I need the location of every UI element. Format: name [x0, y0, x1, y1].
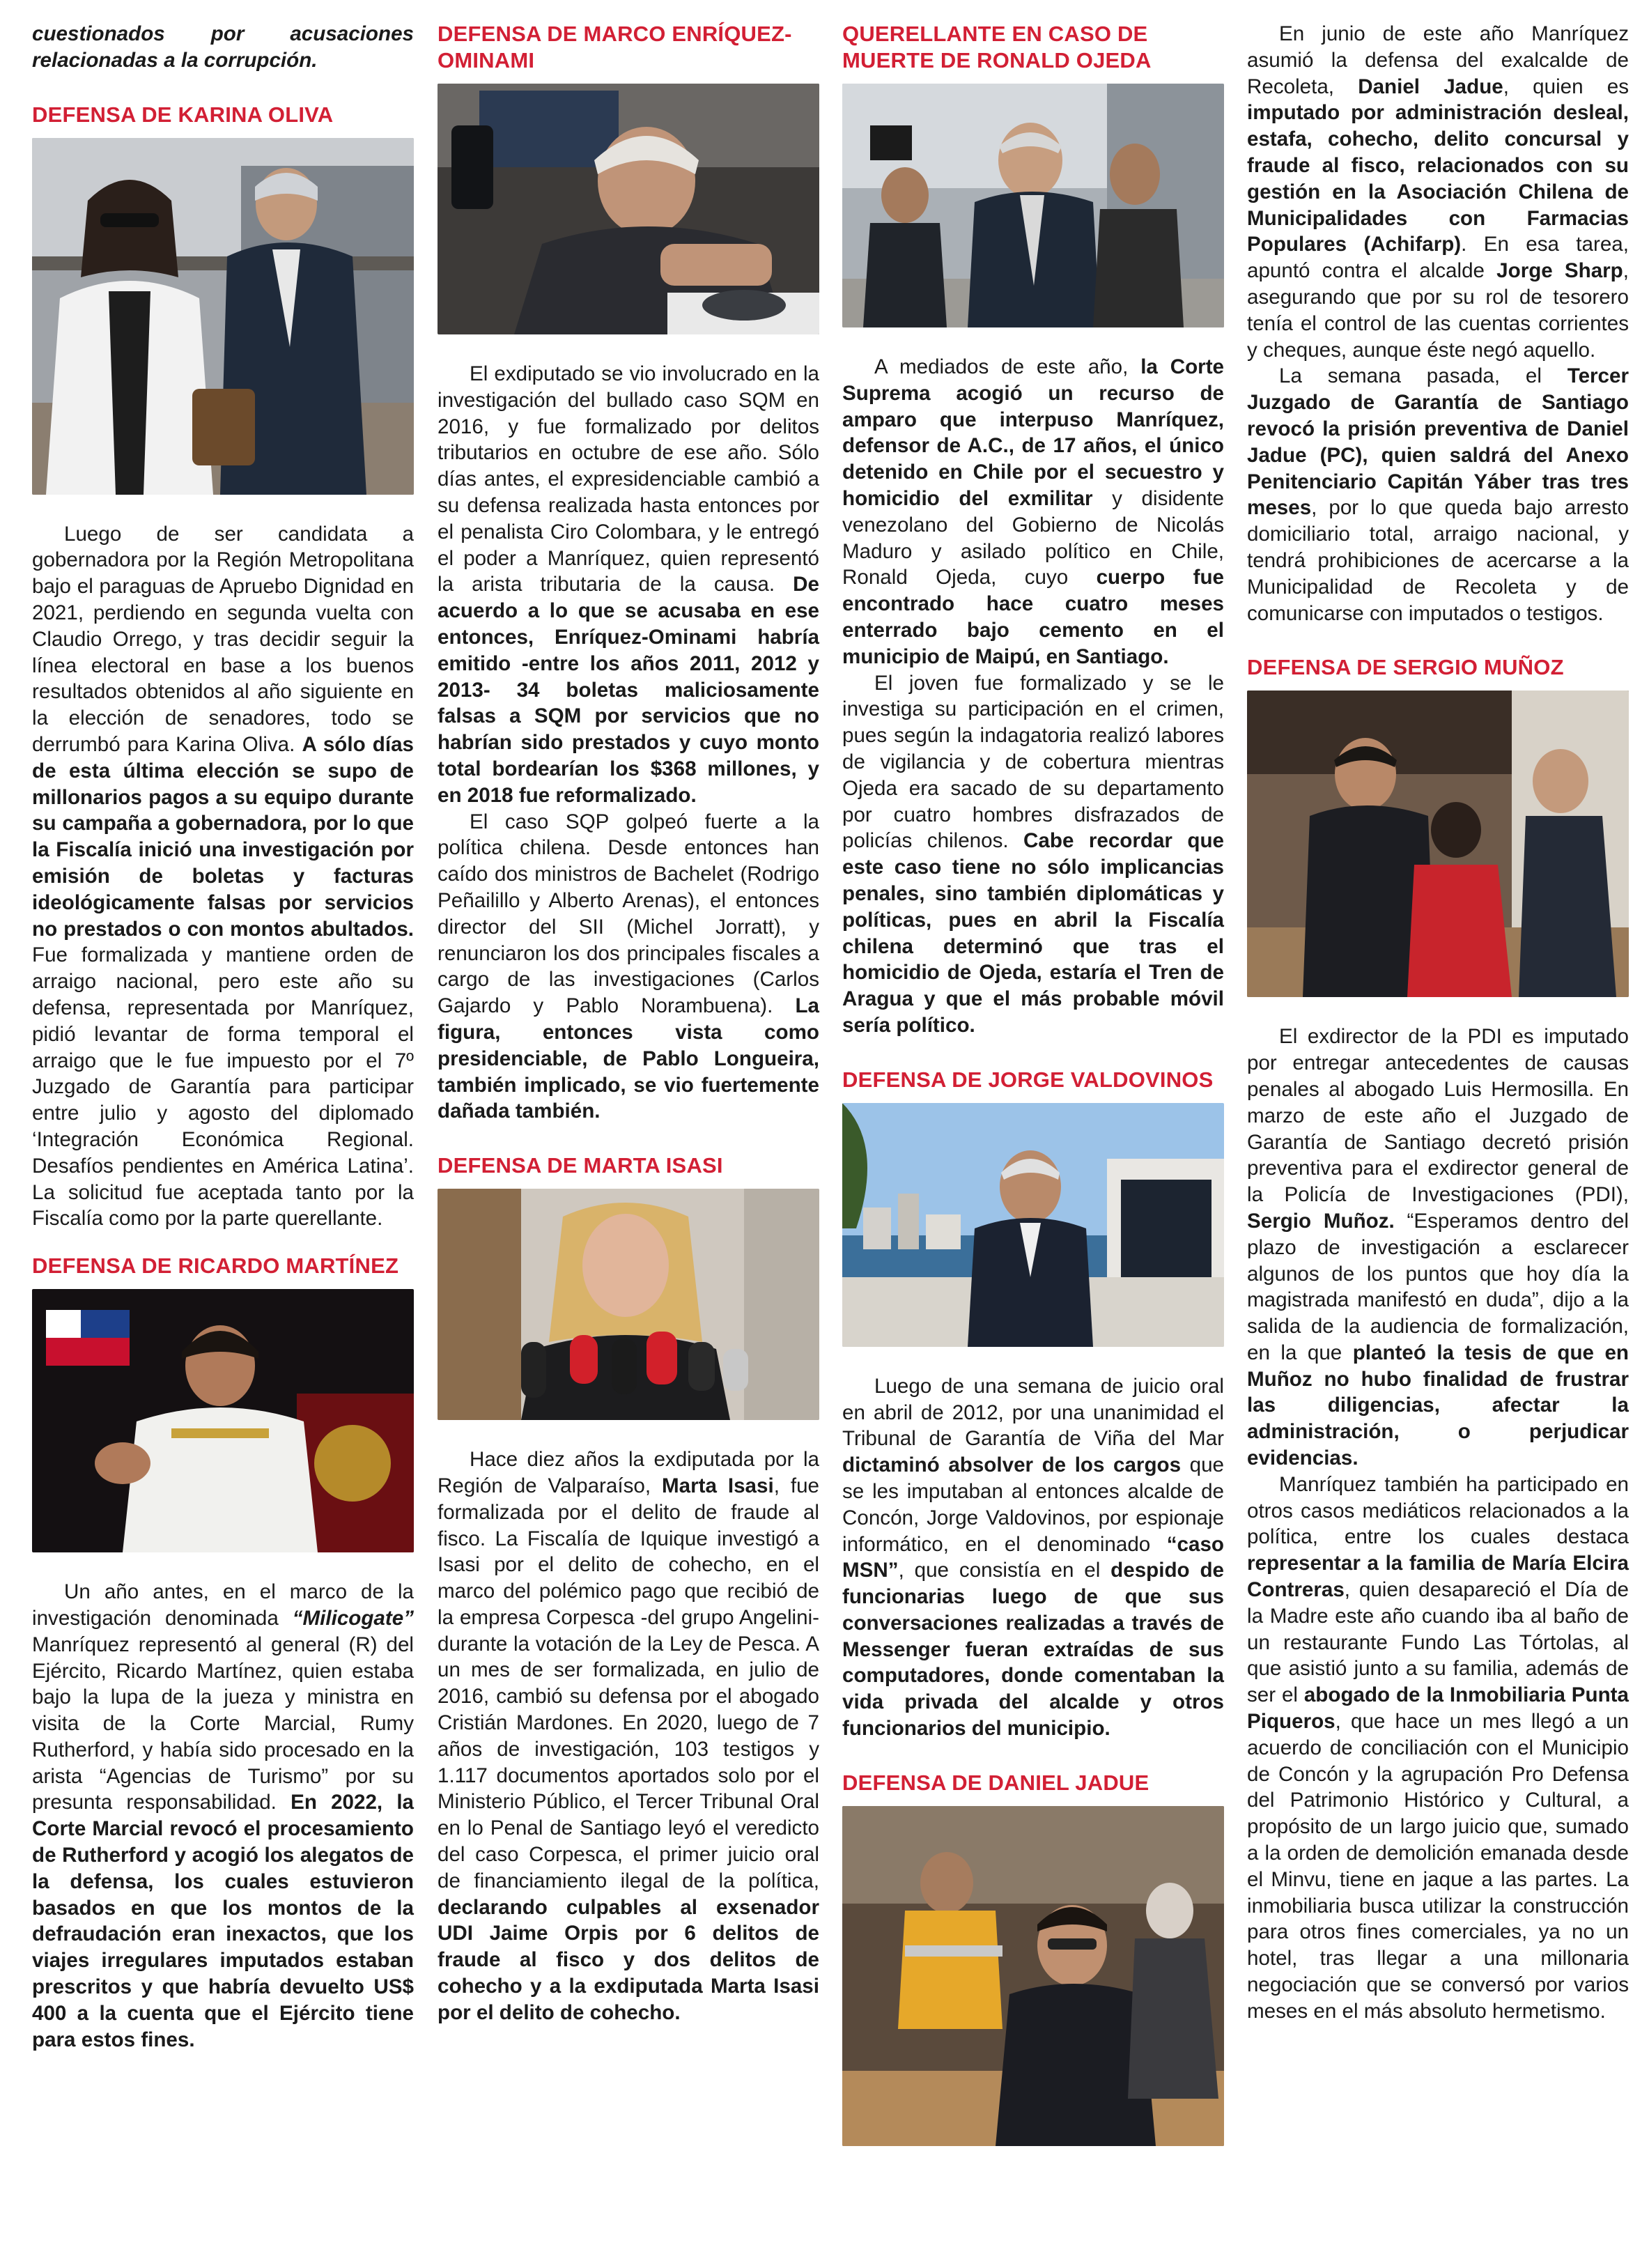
intro-text: cuestionados por acusaciones relacionadas a la corrupción.: [32, 22, 414, 72]
heading-sergio-munoz: DEFENSA DE SERGIO MUÑOZ: [1247, 655, 1564, 680]
photo-sergio-munoz: [1247, 691, 1629, 997]
marco-paragraph-1: El exdiputado se vio involucrado en la investigación del bullado caso SQM en 2016, y fue formalizado por delitos tributarios en octubre de ese año. Sólo días antes, el expresidenciable cambió a su defensa realizada hasta entonces por el penalista Ciro Colombara, y le entregó el poder a Manríquez, quien representó la arista tributaria de la causa. De acuerdo a lo que se acusaba en ese entonces, Enríquez-Ominami habría emitido -entre los años 2011, 2012 y 2013- 34 boletas maliciosamente falsas a SQM por servicios que no habrían sido prestados y cuyo monto total bordearían los $368 millones, y en 2018 fue reformalizado.: [438, 362, 819, 807]
jadue-paragraph-1: En junio de este año Manríquez asumió la defensa del exalcalde de Recoleta, Daniel Jadue, quien es imputado por administración desleal, estafa, cohecho, delito concursal y fraude al fisco, relacionados con su gestión en la Asociación Chilena de Municipalidades con Farmacias Populares (Achifarp). En esa tarea, apuntó contra el alcalde Jorge Sharp, asegurando que por su rol de tesorero tenía el control de las cuentas corrientes y cheques, aunque éste negó aquello.: [1247, 22, 1629, 362]
column-2: [438, 21, 819, 2026]
heading-daniel-jadue: DEFENSA DE DANIEL JADUE: [842, 1770, 1149, 1795]
heading-jorge-valdovinos: DEFENSA DE JORGE VALDOVINOS: [842, 1067, 1214, 1092]
column-4: [1247, 21, 1629, 2025]
jadue-paragraph-2: La semana pasada, el Tercer Juzgado de Garantía de Santiago revocó la prisión preventiva de Daniel Jadue (PC), quien saldrá del Anexo Penitenciario Capitán Yáber tras tres meses, por lo que queda bajo arresto domiciliario total, arraigo nacional, y tendrá prohibiciones de acercarse a la Municipalidad de Recoleta y de comunicarse con imputados o testigos.: [1247, 364, 1629, 625]
heading-marco-enriquez-ominami: DEFENSA DE MARCO ENRÍQUEZ-OMINAMI: [438, 22, 792, 72]
sergio-paragraph-2: Manríquez también ha participado en otros casos mediáticos relacionados a la política, entre los cuales destaca representar a la familia de María Elcira Contreras, quien desapareció el Día de la Madre este año cuando iba al baño de un restaurante Fundo Las Tórtolas, al que asistió junto a su familia, además de ser el abogado de la Inmobiliaria Punta Piqueros, que hace un mes llegó a un acuerdo de conciliación con el Municipio de Concón y la agrupación Pro Defensa del Patrimonio Histórico y Cultural, a propósito de un largo juicio que, sumado a la orden de demolición emanada desde el Minvu, tiene en jaque a las partes. La inmobiliaria busca utilizar la construcción para otros fines comerciales, ya no un hotel, tras llegar a una millonaria negociación que se conversó por varios meses en el más absoluto hermetismo.: [1247, 1472, 1629, 2023]
photo-ronald-ojeda: [842, 84, 1224, 327]
ricardo-paragraph: Un año antes, en el marco de la investigación denominada “Milicogate” Manríquez representó al general (R) del Ejército, Ricardo Martínez, quien estaba bajo la lupa de la jueza y ministra en visita de la Corte Marcial, Rumy Rutherford, y había sido procesado en la arista “Agencias de Turismo” por su presunta responsabilidad. En 2022, la Corte Marcial revocó el procesamiento de Rutherford y acogió los alegatos de la defensa, los cuales estuvieron basados en que los montos de la defraudación eran inexactos, que los viajes irregulares imputados estaban prescritos y que habría devuelto US$ 400 a la cuenta que el Ejército tiene para estos fines.: [32, 1580, 415, 2051]
heading-karina-oliva: DEFENSA DE KARINA OLIVA: [32, 102, 334, 127]
photo-daniel-jadue: [842, 1806, 1224, 2146]
photo-marta-isasi: [438, 1189, 819, 1420]
photo-ricardo-martinez: [32, 1289, 414, 1552]
sergio-paragraph-1: El exdirector de la PDI es imputado por entregar antecedentes de causas penales al abogado Luis Hermosilla. En marzo de este año el Juzgado de Garantía de Santiago decretó prisión preventiva para el exdirector general de la Policía de Investigaciones (PDI), Sergio Muñoz. “Esperamos dentro del plazo de investigación a esclarecer algunos de los puntos que hoy día la magistrada manifestó en duda”, dijo a la salida de la audiencia de formalización, en la que planteó la tesis de que en Muñoz no hubo finalidad de frustrar las diligencias, afectar la administración, o perjudicar evidencias.: [1247, 1025, 1629, 1470]
column-1: [32, 21, 414, 2053]
photo-karina-oliva: [32, 138, 414, 495]
ojeda-paragraph-1: A mediados de este año, la Corte Suprema acogió un recurso de amparo que interpuso Manríquez, defensor de A.C., de 17 años, el único detenido en Chile por el secuestro y homicidio del exmilitar y disidente venezolano del Gobierno de Nicolás Maduro y asilado político en Chile, Ronald Ojeda, cuyo cuerpo fue encontrado hace cuatro meses enterrado bajo cemento en el municipio de Maipú, en Santiago.: [842, 355, 1225, 668]
column-3: [842, 21, 1224, 2146]
karina-paragraph: Luego de ser candidata a gobernadora por la Región Metropolitana bajo el paraguas de Apruebo Dignidad en 2021, perdiendo en segunda vuelta con Claudio Orrego, y tras decidir seguir la línea electoral en base a los buenos resultados obtenidos al año siguiente en la elección de senadores, todo se derrumbó para Karina Oliva. A sólo días de esta última elección se supo de millonarios pagos a su equipo durante su campaña a gobernadora, por lo que la Fiscalía inició una investigación por emisión de boletas y facturas ideológicamente falsas por servicios no prestados o con montos abultados. Fue formalizada y mantiene orden de arraigo nacional, pero este año su defensa, representada por Manríquez, pidió levantar de forma temporal el arraigo que le fue impuesto por el 7º Juzgado de Garantía para participar entre julio y agosto del diplomado ‘Integración Económica Regional. Desafíos pendientes en América Latina’. La solicitud fue aceptada tanto por la Fiscalía como por la parte querellante.: [32, 522, 414, 1231]
heading-marta-isasi: DEFENSA DE MARTA ISASI: [438, 1153, 723, 1178]
ojeda-paragraph-2: El joven fue formalizado y se le investiga su participación en el crimen, pues según la indagatoria realizó labores de vigilancia y de cobertura mientras Ojeda era sacado de su departamento por cuatro hombres disfrazados de policías chilenos. Cabe recordar que este caso tiene no sólo implicancias penales, sino también diplomáticas y políticas, pues en abril la Fiscalía chilena determinó que tras el homicidio de Ojeda, estaría el Tren de Aragua y que el más probable móvil sería político.: [842, 671, 1224, 1037]
photo-marco-enriquez-ominami: [438, 84, 819, 334]
marta-paragraph: Hace diez años la exdiputada por la Región de Valparaíso, Marta Isasi, fue formalizada por el delito de fraude al fisco. La Fiscalía de Iquique investigó a Isasi por el delito de cohecho, en el marco del polémico pago que recibió de la empresa Corpesca -del grupo Angelini- durante la votación de la Ley de Pesca. A un mes de ser formalizada, en julio de 2016, cambió su defensa por el abogado Cristián Mardones. En 2020, luego de 7 años de investigación, 103 testigos y 1.117 documentos aportados solo por el Ministerio Público, el Tercer Tribunal Oral en lo Penal de Santiago leyó el veredicto del caso Corpesca, el primer juicio oral de financiamiento ilegal de la política, declarando culpables al exsenador UDI Jaime Orpis por 6 delitos de fraude al fisco y dos delitos de cohecho y a la exdiputada Marta Isasi por el delito de cohecho.: [438, 1448, 819, 2024]
photo-jorge-valdovinos: [842, 1103, 1224, 1347]
marco-paragraph-2: El caso SQP golpeó fuerte a la política chilena. Desde entonces han caído dos ministros de Bachelet (Rodrigo Peñailillo y Alberto Arenas), el entonces director del SII (Michel Jorratt), y renunciaron los dos principales fiscales a cargo de las investigaciones (Carlos Gajardo y Pablo Norambuena). La figura, entonces vista como presidenciable, de Pablo Longueira, también implicado, se vio fuertemente dañada también.: [438, 810, 819, 1123]
heading-ronald-ojeda: QUERELLANTE EN CASO DE MUERTE DE RONALD OJEDA: [842, 22, 1152, 72]
heading-ricardo-martinez: DEFENSA DE RICARDO MARTÍNEZ: [32, 1253, 399, 1279]
jorge-paragraph: Luego de una semana de juicio oral en abril de 2012, por una unanimidad el Tribunal de Garantía de Viña del Mar dictaminó absolver de los cargos que se les imputaban al entonces alcalde de Concón, Jorge Valdovinos, por espionaje informático, en el denominado “caso MSN”, que consistía en el despido de funcionarias luego de que sus conversaciones realizadas a través de Messenger fueran extraídas de sus computadores, donde comentaban la vida privada del alcalde y otros funcionarios del municipio.: [842, 1374, 1224, 1741]
